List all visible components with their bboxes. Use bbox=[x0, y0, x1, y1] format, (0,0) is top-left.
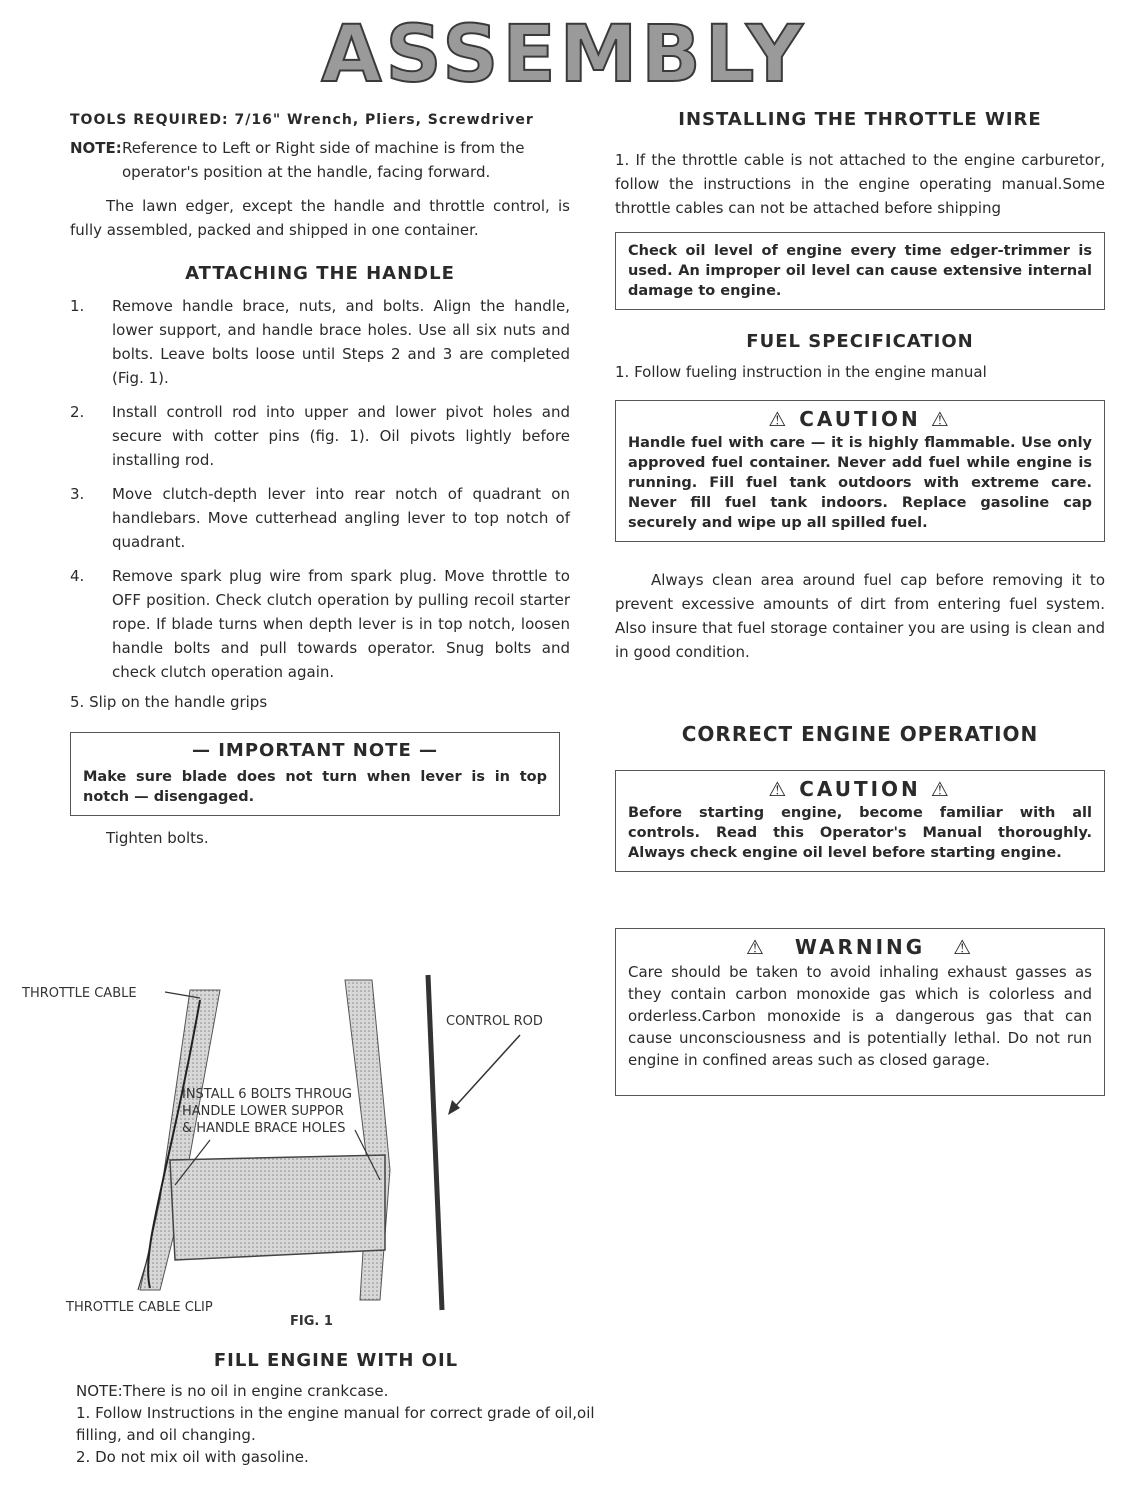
intro-paragraph: The lawn edger, except the handle and throttle control, is fully assembled, packed and shipped in one container. bbox=[70, 197, 570, 239]
handle-brace bbox=[170, 1155, 385, 1260]
warning-triangle-icon: ⚠ bbox=[953, 935, 975, 959]
fuel-heading: FUEL SPECIFICATION bbox=[746, 331, 974, 352]
important-note-text: Make sure blade does not turn when lever is in top notch — disengaged. bbox=[83, 769, 547, 805]
step-number: 2. bbox=[70, 403, 85, 421]
control-rod-label: CONTROL ROD bbox=[446, 1014, 543, 1029]
oil-check-text: Check oil level of engine every time edger-trimmer is used. An improper oil level can cause extensive internal damage to engine. bbox=[628, 243, 1092, 299]
step-number: 4. bbox=[70, 567, 85, 585]
caution-text: Before starting engine, become familiar with all controls. Read this Operator's Manual thoroughly. Always check engine oil level before starting engine. bbox=[628, 805, 1092, 861]
caution-title: CAUTION bbox=[799, 777, 921, 801]
note-label: NOTE: bbox=[70, 139, 122, 157]
throttle-text: 1. If the throttle cable is not attached to the engine carburetor, follow the instructions in the engine operating manual.Some throttle cables can not be attached before shipping bbox=[615, 151, 1105, 217]
warning-header bbox=[628, 937, 1092, 957]
warning-triangle-icon: ⚠ bbox=[930, 777, 952, 801]
caution-header bbox=[628, 409, 1092, 429]
oil-step-1: 1. Follow Instructions in the engine manual for correct grade of oil,oil filling, and oil changing. bbox=[76, 1404, 595, 1444]
step-number: 1. bbox=[70, 297, 85, 315]
oil-heading: FILL ENGINE WITH OIL bbox=[213, 1350, 459, 1371]
step-item bbox=[70, 564, 570, 684]
caution-title: CAUTION bbox=[799, 407, 921, 431]
install-line-1: INSTALL 6 BOLTS THROUG bbox=[182, 1087, 352, 1102]
fuel-text: 1. Follow fueling instruction in the engine manual bbox=[615, 363, 987, 381]
engine-operation-heading: CORRECT ENGINE OPERATION bbox=[681, 722, 1039, 746]
note-text: Reference to Left or Right side of machine is from the operator's position at the handle, facing forward. bbox=[122, 139, 525, 181]
oil-check-box bbox=[615, 232, 1105, 310]
step-item bbox=[70, 482, 570, 554]
step-text: Remove spark plug wire from spark plug. Move throttle to OFF position. Check clutch operation by pulling recoil starter rope. If blade turns when depth lever is in top notch, loosen handle bolts and pull towards operator. Snug bolts and check clutch operation again. bbox=[112, 567, 570, 681]
step-item bbox=[70, 400, 570, 472]
right-column bbox=[615, 108, 1105, 1096]
throttle-cable-label: THROTTLE CABLE bbox=[22, 986, 137, 1001]
fuel-cap-paragraph: Always clean area around fuel cap before removing it to prevent excessive amounts of dirt from entering fuel system. Also insure that fuel storage container you are using is clean and in good condition. bbox=[615, 571, 1105, 661]
throttle-heading: INSTALLING THE THROTTLE WIRE bbox=[678, 109, 1042, 130]
step-five: 5. Slip on the handle grips bbox=[70, 693, 268, 711]
warning-title: WARNING bbox=[794, 935, 926, 959]
control-rod-arrow bbox=[452, 1035, 520, 1110]
caution-header bbox=[628, 779, 1092, 799]
step-number: 3. bbox=[70, 485, 85, 503]
oil-step-2: 2. Do not mix oil with gasoline. bbox=[76, 1448, 309, 1466]
step-text: Move clutch-depth lever into rear notch of quadrant on handlebars. Move cutterhead angling lever to top notch of quadrant. bbox=[112, 485, 570, 551]
warning-triangle-icon: ⚠ bbox=[745, 935, 767, 959]
step-item bbox=[70, 294, 570, 390]
install-bolts-label bbox=[182, 1086, 352, 1137]
handle-steps bbox=[70, 294, 570, 684]
step-text: Remove handle brace, nuts, and bolts. Align the handle, lower support, and handle brace holes. Use all six nuts and bolts. Leave bolts loose until Steps 2 and 3 are completed (Fig. 1). bbox=[112, 297, 570, 387]
control-rod-line bbox=[428, 975, 442, 1310]
warning-triangle-icon: ⚠ bbox=[768, 777, 790, 801]
figure-1 bbox=[0, 970, 600, 1330]
warning-triangle-icon: ⚠ bbox=[768, 407, 790, 431]
fill-oil-section bbox=[76, 1350, 596, 1468]
warning-box bbox=[615, 928, 1105, 1096]
figure-caption: FIG. 1 bbox=[290, 1314, 333, 1329]
oil-note: NOTE:There is no oil in engine crankcase. bbox=[76, 1382, 389, 1400]
fuel-caution-box bbox=[615, 400, 1105, 542]
important-note-title: — IMPORTANT NOTE — bbox=[191, 740, 439, 761]
warning-triangle-icon: ⚠ bbox=[930, 407, 952, 431]
orientation-note bbox=[70, 136, 570, 184]
step-text: Install controll rod into upper and lower pivot holes and secure with cotter pins (fig. 1). Oil pivots lightly before installing rod. bbox=[112, 403, 570, 469]
page-title: ASSEMBLY bbox=[321, 10, 807, 100]
install-line-2: HANDLE LOWER SUPPOR bbox=[182, 1104, 344, 1119]
important-note-box bbox=[70, 732, 560, 816]
install-line-3: & HANDLE BRACE HOLES bbox=[182, 1121, 346, 1136]
warning-text: Care should be taken to avoid inhaling exhaust gasses as they contain carbon monoxide gas which is colorless and orderless.Carbon monoxide is a dangerous gas that can cause unconsciousness and is potentially lethal. Do not run engine in confined areas such as closed garage. bbox=[628, 963, 1092, 1069]
tighten-bolts: Tighten bolts. bbox=[106, 829, 209, 847]
caution-text: Handle fuel with care — it is highly flammable. Use only approved fuel container. Never add fuel while engine is running. Fill fuel tank outdoors with extreme care. Never fill fuel tank indoors. Replace gasoline cap securely and wipe up all spilled fuel. bbox=[628, 435, 1092, 531]
left-column bbox=[70, 108, 570, 850]
throttle-cable-clip-label: THROTTLE CABLE CLIP bbox=[66, 1300, 213, 1315]
engine-caution-box bbox=[615, 770, 1105, 872]
tools-required: TOOLS REQUIRED: 7/16" Wrench, Pliers, Screwdriver bbox=[70, 112, 534, 128]
handle-heading: ATTACHING THE HANDLE bbox=[185, 263, 455, 284]
